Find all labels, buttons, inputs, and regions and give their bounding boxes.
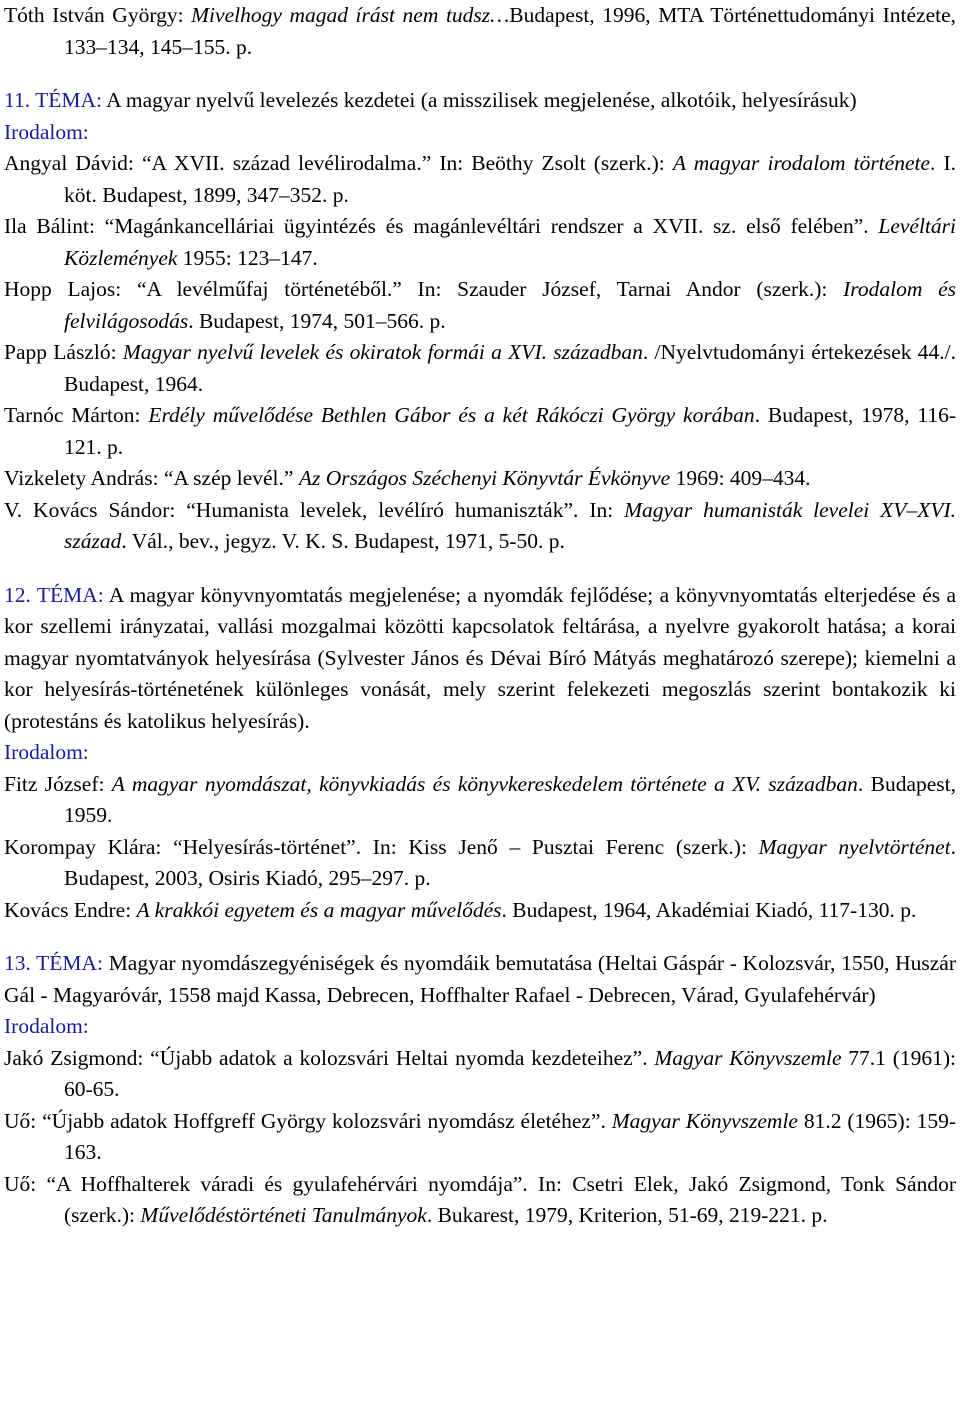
italic-title: Mivelhogy magad írást nem tudsz…: [191, 3, 510, 27]
bibliography-entry: [4, 211, 956, 274]
citation-text: 81.2 (1965): 159-163.: [64, 1108, 956, 1164]
citation-text: Tóth István György:: [4, 3, 192, 27]
citation-text: . Budapest, 1978, 116-121. p.: [64, 403, 956, 459]
citation-text: Ila Bálint: “Magánkancelláriai ügyintézés és magánlevéltári rendszer a XVII. sz. első felében”.: [4, 214, 879, 238]
bibliography-entry: [4, 769, 956, 832]
citation-text: Hopp Lajos: “A levélműfaj történetéből.” In: Szauder József, Tarnai Andor (szerk.):: [4, 277, 844, 301]
bibliography-entry: [4, 463, 956, 495]
topic-section: [4, 580, 956, 927]
italic-title: Erdély művelődése Bethlen Gábor és a két Rákóczi György korában: [148, 403, 755, 427]
citation-text: 1969: 409–434.: [670, 466, 811, 490]
citation-text: Uő: “A Hoffhalterek váradi és gyulafehérvári nyomdája”. In: Csetri Elek, Jakó Zsigmond, Tonk Sándor (szerk.):: [4, 1171, 956, 1227]
bibliography-entry: [4, 0, 956, 63]
topic-section: [4, 948, 956, 1232]
bibliography-entry: [4, 148, 956, 211]
italic-title: A magyar nyomdászat, könyvkiadás és könyvkereskedelem története a XV. században: [111, 771, 858, 796]
bibliography-entry: [4, 337, 956, 400]
citation-text: . /Nyelvtudományi értekezések 44./. Budapest, 1964.: [64, 340, 956, 396]
citation-text: Kovács Endre:: [4, 897, 137, 922]
citation-text: . I. köt. Budapest, 1899, 347–352. p.: [64, 151, 957, 207]
topic-heading: [4, 948, 956, 1011]
literature-label: Irodalom:: [4, 740, 89, 764]
citation-text: Uő: “Újabb adatok Hoffgreff György kolozsvári nyomdász életéhez”.: [4, 1108, 612, 1133]
topic-label: TÉMA:: [36, 951, 104, 975]
topic-number: 13.: [4, 951, 31, 975]
italic-title: Magyar nyelvű levelek és okiratok formái a XVI. században: [122, 340, 643, 364]
literature-label: Irodalom:: [4, 1014, 89, 1038]
citation-text: 77.1 (1961): 60-65.: [64, 1045, 956, 1101]
section-spacer: [4, 63, 956, 85]
topic-section: [4, 85, 956, 558]
citation-text: V. Kovács Sándor: “Humanista levelek, levélíró humaniszták”. In:: [4, 497, 625, 522]
bibliography-entry: [4, 1043, 956, 1106]
citation-text: Papp László:: [4, 340, 123, 364]
section-spacer: [4, 558, 956, 580]
bibliography-entry: [4, 274, 956, 337]
italic-title: Az Országos Széchenyi Könyvtár Évkönyve: [298, 466, 671, 490]
citation-text: . Budapest, 2003, Osiris Kiadó, 295–297. p.: [64, 834, 957, 890]
topic-label: TÉMA:: [35, 88, 102, 112]
topic-description: A magyar nyelvű levelezés kezdetei (a misszilisek megjelenése, alkotóik, helyesírásuk): [106, 88, 857, 112]
citation-text: . Vál., bev., jegyz. V. K. S. Budapest, 1971, 5-50. p.: [121, 529, 565, 553]
topic-heading: [4, 580, 956, 738]
bibliography-entry: [4, 1106, 956, 1169]
section-spacer: [4, 926, 956, 948]
literature-label: Irodalom:: [4, 119, 89, 144]
bibliography-entry: [4, 1169, 956, 1232]
topic-description: A magyar könyvnyomtatás megjelenése; a nyomdák fejlődése; a könyvnyomtatás elterjedése és a kor szellemi irányzatai, vallási mozgalmai közötti kapcsolatok feltárása, a nyelvre gyakorolt hatása; a korai magyar nyomtatványok helyesírása (Sylvester János és Dévai Bíró Mátyás meghatározó szerepe); kiemelni a kor helyesírás-történetének különleges vonását, mely szerint felekezeti megoszlás szerint bontakozik ki (protestáns és katolikus helyesírás).: [4, 582, 956, 733]
topic-heading: [4, 85, 956, 117]
citation-text: . Budapest, 1974, 501–566. p.: [188, 308, 446, 333]
italic-title: A krakkói egyetem és a magyar művelődés: [136, 897, 502, 922]
citation-text: Fitz József:: [4, 771, 112, 796]
citation-text: . Budapest, 1964, Akadémiai Kiadó, 117-130. p.: [501, 897, 917, 922]
citation-text: Korompay Klára: “Helyesírás-történet”. In: Kiss Jenő – Pusztai Ferenc (szerk.):: [4, 834, 759, 859]
citation-text: Budapest, 1996, MTA Történettudományi Intézete, 133–134, 145–155. p.: [64, 3, 957, 59]
citation-text: Angyal Dávid: “A XVII. század levélirodalma.” In: Beöthy Zsolt (szerk.):: [4, 151, 673, 175]
italic-title: Magyar nyelvtörténet: [758, 834, 951, 859]
topic-number: 12.: [4, 582, 31, 607]
citation-text: 1955: 123–147.: [177, 245, 318, 270]
italic-title: Irodalom és felvilágosodás: [64, 277, 957, 333]
italic-title: Magyar humanisták levelei XV–XVI. század: [64, 497, 956, 553]
citation-text: Tarnóc Márton:: [4, 403, 149, 427]
bibliography-entry: [4, 400, 956, 463]
sections: [4, 63, 956, 1232]
topic-description: Magyar nyomdászegyéniségek és nyomdáik bemutatása (Heltai Gáspár - Kolozsvár, 1550, Huszár Gál - Magyaróvár, 1558 majd Kassa, Debrecen, Hoffhalter Rafael - Debrecen, Várad, Gyulafehérvár): [4, 951, 956, 1007]
italic-title: Művelődéstörténeti Tanulmányok: [140, 1203, 427, 1227]
italic-title: Magyar Könyvszemle: [654, 1045, 842, 1070]
topic-number: 11.: [4, 88, 31, 112]
citation-text: . Bukarest, 1979, Kriterion, 51-69, 219-221. p.: [426, 1203, 828, 1227]
citation-text: Jakó Zsigmond: “Újabb adatok a kolozsvári Heltai nyomda kezdeteihez”.: [4, 1045, 655, 1070]
italic-title: A magyar irodalom története: [672, 151, 931, 175]
preamble: [4, 0, 956, 63]
topic-label: TÉMA:: [36, 582, 104, 607]
bibliography-entry: [4, 895, 956, 927]
italic-title: Magyar Könyvszemle: [611, 1108, 798, 1133]
citation-text: . Budapest, 1959.: [64, 771, 956, 827]
citation-text: Vizkelety András: “A szép levél.”: [4, 466, 299, 490]
bibliography-entry: [4, 832, 956, 895]
italic-title: Levéltári Közlemények: [64, 214, 956, 270]
bibliography-entry: [4, 495, 956, 558]
